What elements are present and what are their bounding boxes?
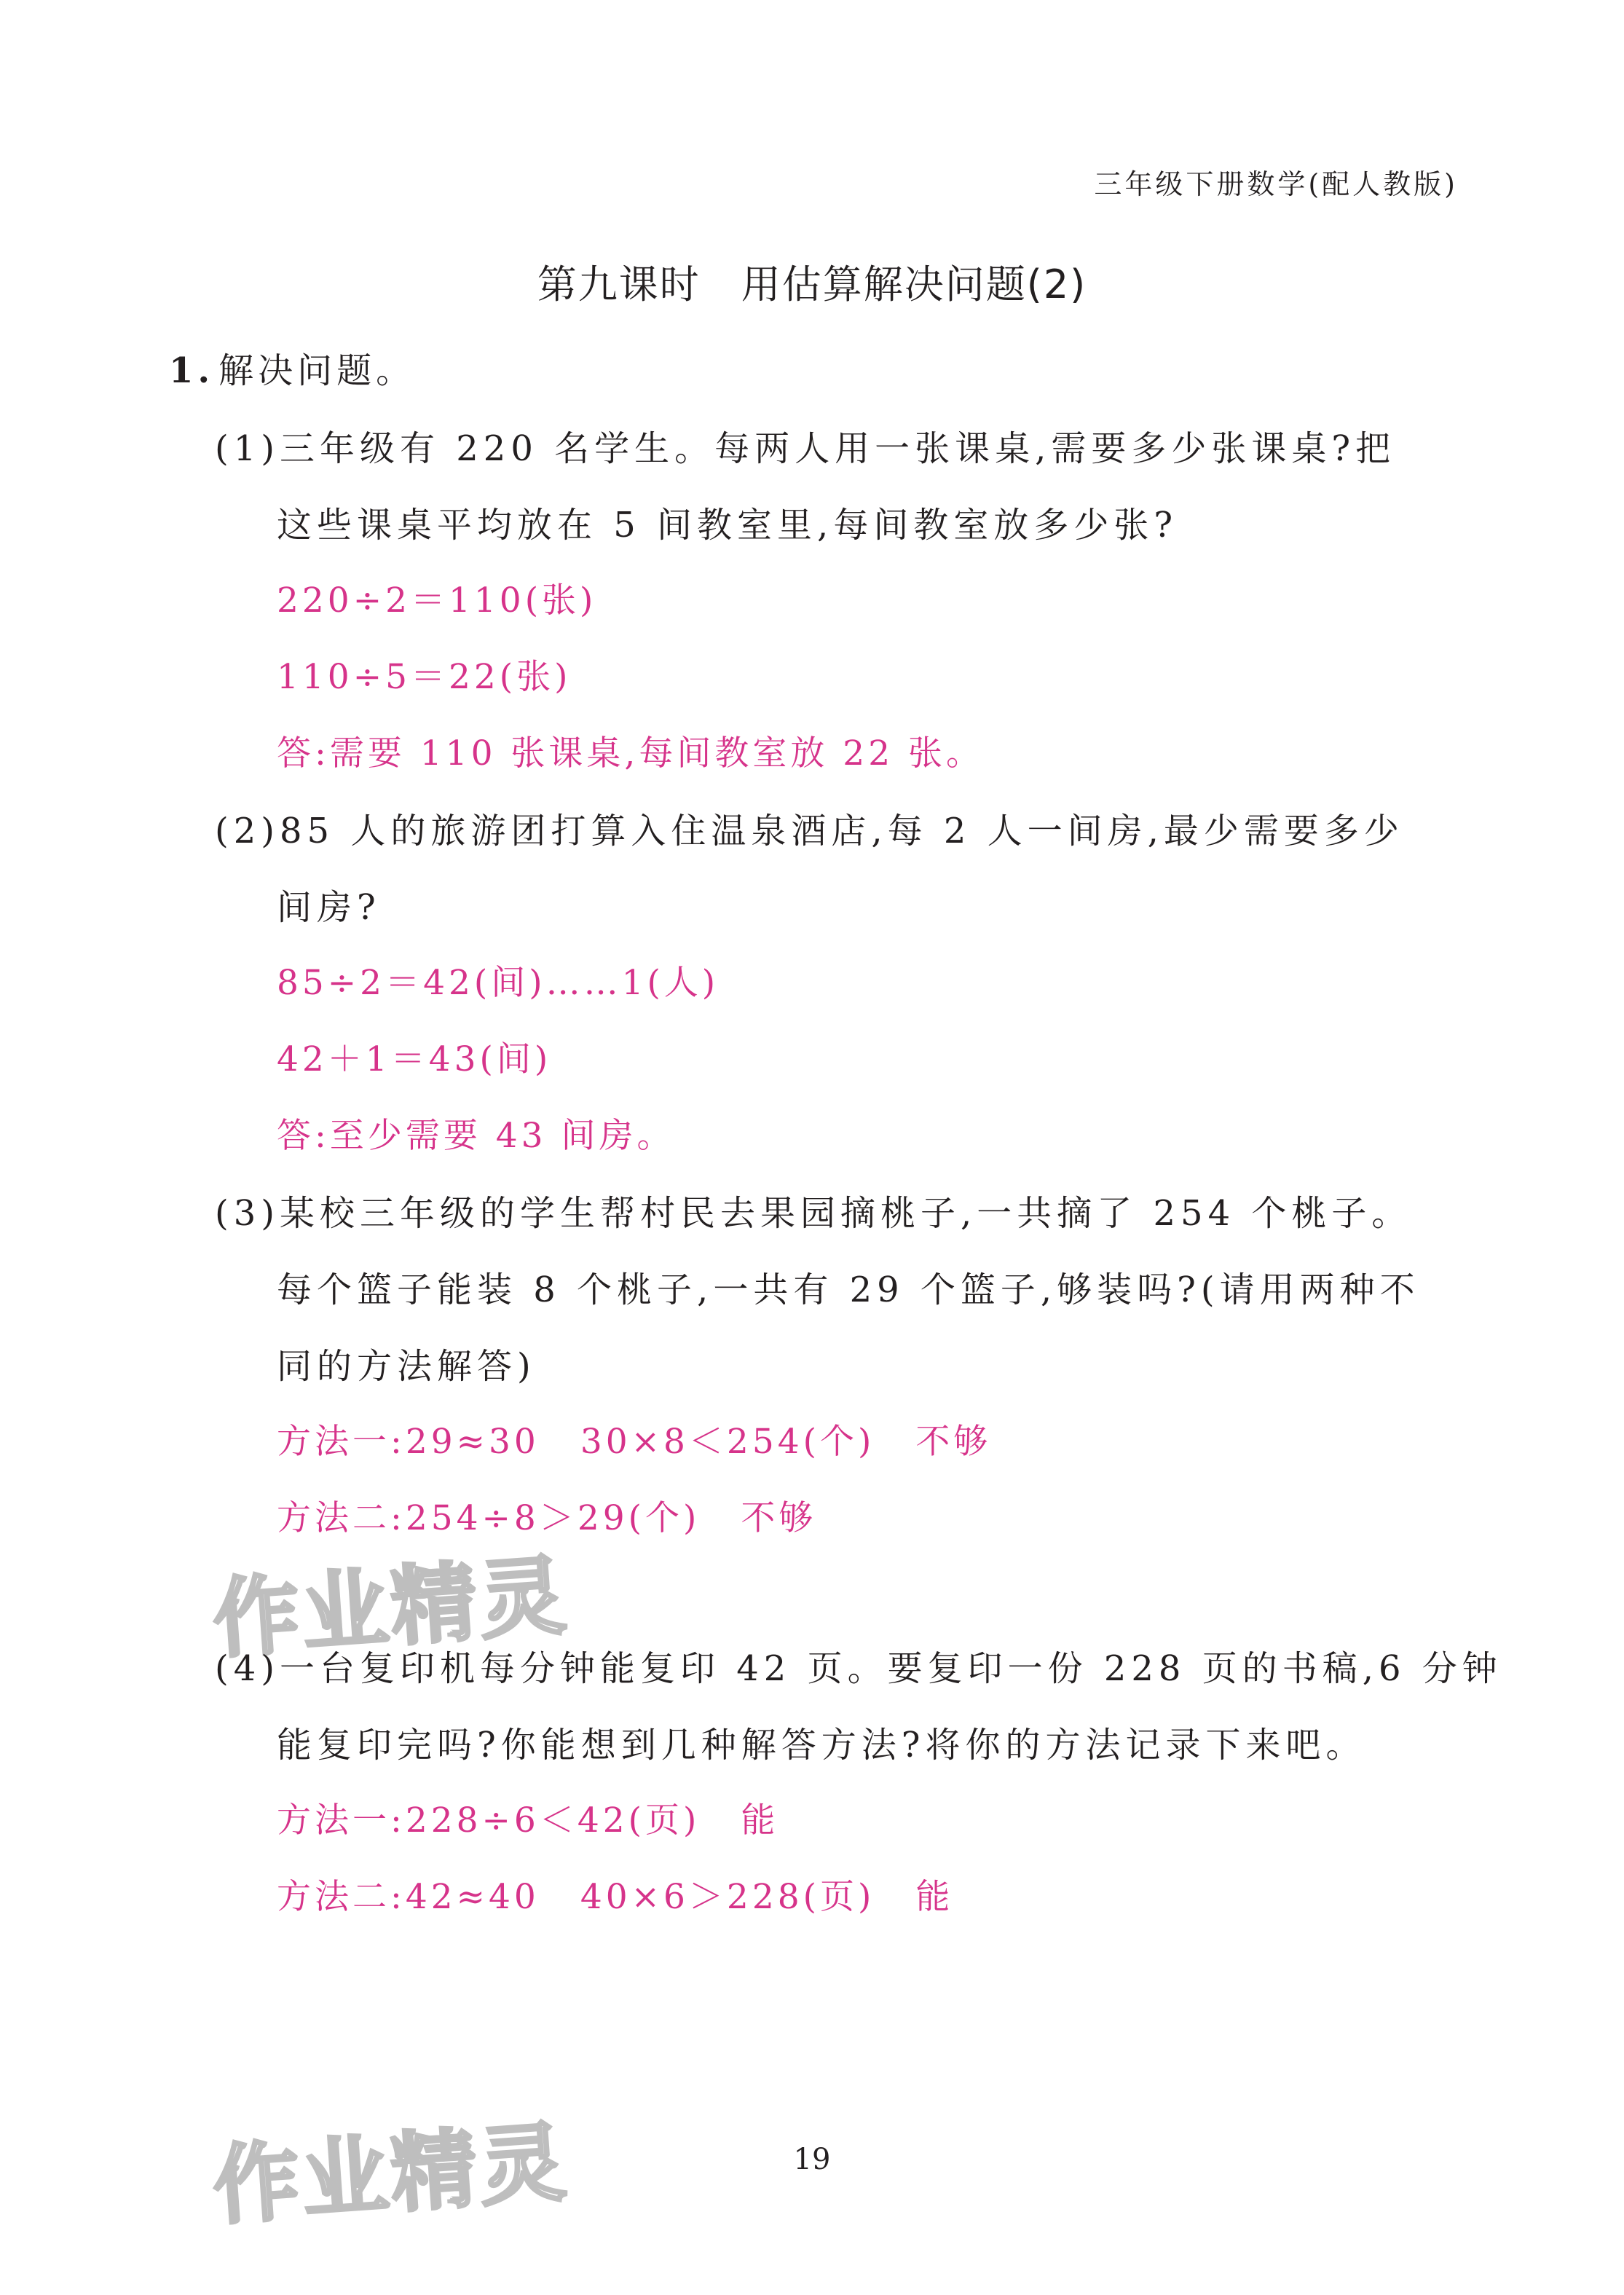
- page-header: 三年级下册数学(配人教版): [1094, 168, 1458, 200]
- part-3-answer-1: [277, 1414, 991, 1463]
- part-4-answer-2: [277, 1870, 953, 1918]
- part-1-answer-1: 220÷2＝110(张): [277, 580, 597, 621]
- page-number: 19: [793, 2143, 831, 2176]
- part-1-line-2: 这些课桌平均放在 5 间教室里,每间教室放多少张?: [277, 505, 1178, 546]
- method-calc: 40×6＞228(页): [580, 1877, 875, 1917]
- part-4-line-2: 能复印完吗?你能想到几种解答方法?将你的方法记录下来吧。: [277, 1725, 1366, 1765]
- part-2-answer-2: 42＋1＝43(间): [277, 1039, 552, 1079]
- part-3-line-2: 每个篮子能装 8 个桃子,一共有 29 个篮子,够装吗?(请用两种不: [277, 1269, 1420, 1310]
- method-result: 不够: [915, 1422, 992, 1462]
- part-3-line-3: 同的方法解答): [277, 1346, 536, 1387]
- method-result: 不够: [741, 1498, 817, 1538]
- part-2-answer-3: 答:至少需要 43 间房。: [277, 1116, 675, 1156]
- method-result: 能: [915, 1877, 954, 1917]
- method-calc: 30×8＜254(个): [580, 1422, 875, 1462]
- watermark-middle: 作业精灵: [210, 1545, 572, 1670]
- method-calc: 方法一:228÷6＜42(页): [277, 1800, 701, 1841]
- part-2-line-1: (2)85 人的旅游团打算入住温泉酒店,每 2 人一间房,最少需要多少: [215, 811, 1404, 851]
- part-1-answer-3: 答:需要 110 张课桌,每间教室放 22 张。: [277, 733, 985, 773]
- method-result: 能: [741, 1800, 779, 1841]
- part-3-line-1: (3)某校三年级的学生帮村民去果园摘桃子,一共摘了 254 个桃子。: [215, 1193, 1412, 1234]
- method-label: 方法二:42≈40: [277, 1877, 540, 1917]
- part-1-answer-2: 110÷5＝22(张): [277, 657, 572, 697]
- part-2-answer-1: 85÷2＝42(间)……1(人): [277, 963, 720, 1003]
- part-2-line-2: 间房?: [277, 887, 381, 928]
- watermark-bottom: 作业精灵: [210, 2111, 572, 2237]
- part-1-line-1: (1)三年级有 220 名学生。每两人用一张课桌,需要多少张课桌?把: [215, 428, 1396, 469]
- question-1: [169, 342, 415, 393]
- part-4-answer-1: [277, 1793, 779, 1842]
- method-calc: 方法二:254÷8＞29(个): [277, 1498, 701, 1538]
- part-4-line-1: (4)一台复印机每分钟能复印 42 页。要复印一份 228 页的书稿,6 分钟: [215, 1648, 1502, 1689]
- question-text: 解决问题。: [218, 350, 416, 391]
- lesson-title: 第九课时 用估算解决问题(2): [537, 261, 1087, 307]
- method-label: 方法一:29≈30: [277, 1422, 540, 1462]
- question-number: 1.: [169, 350, 215, 391]
